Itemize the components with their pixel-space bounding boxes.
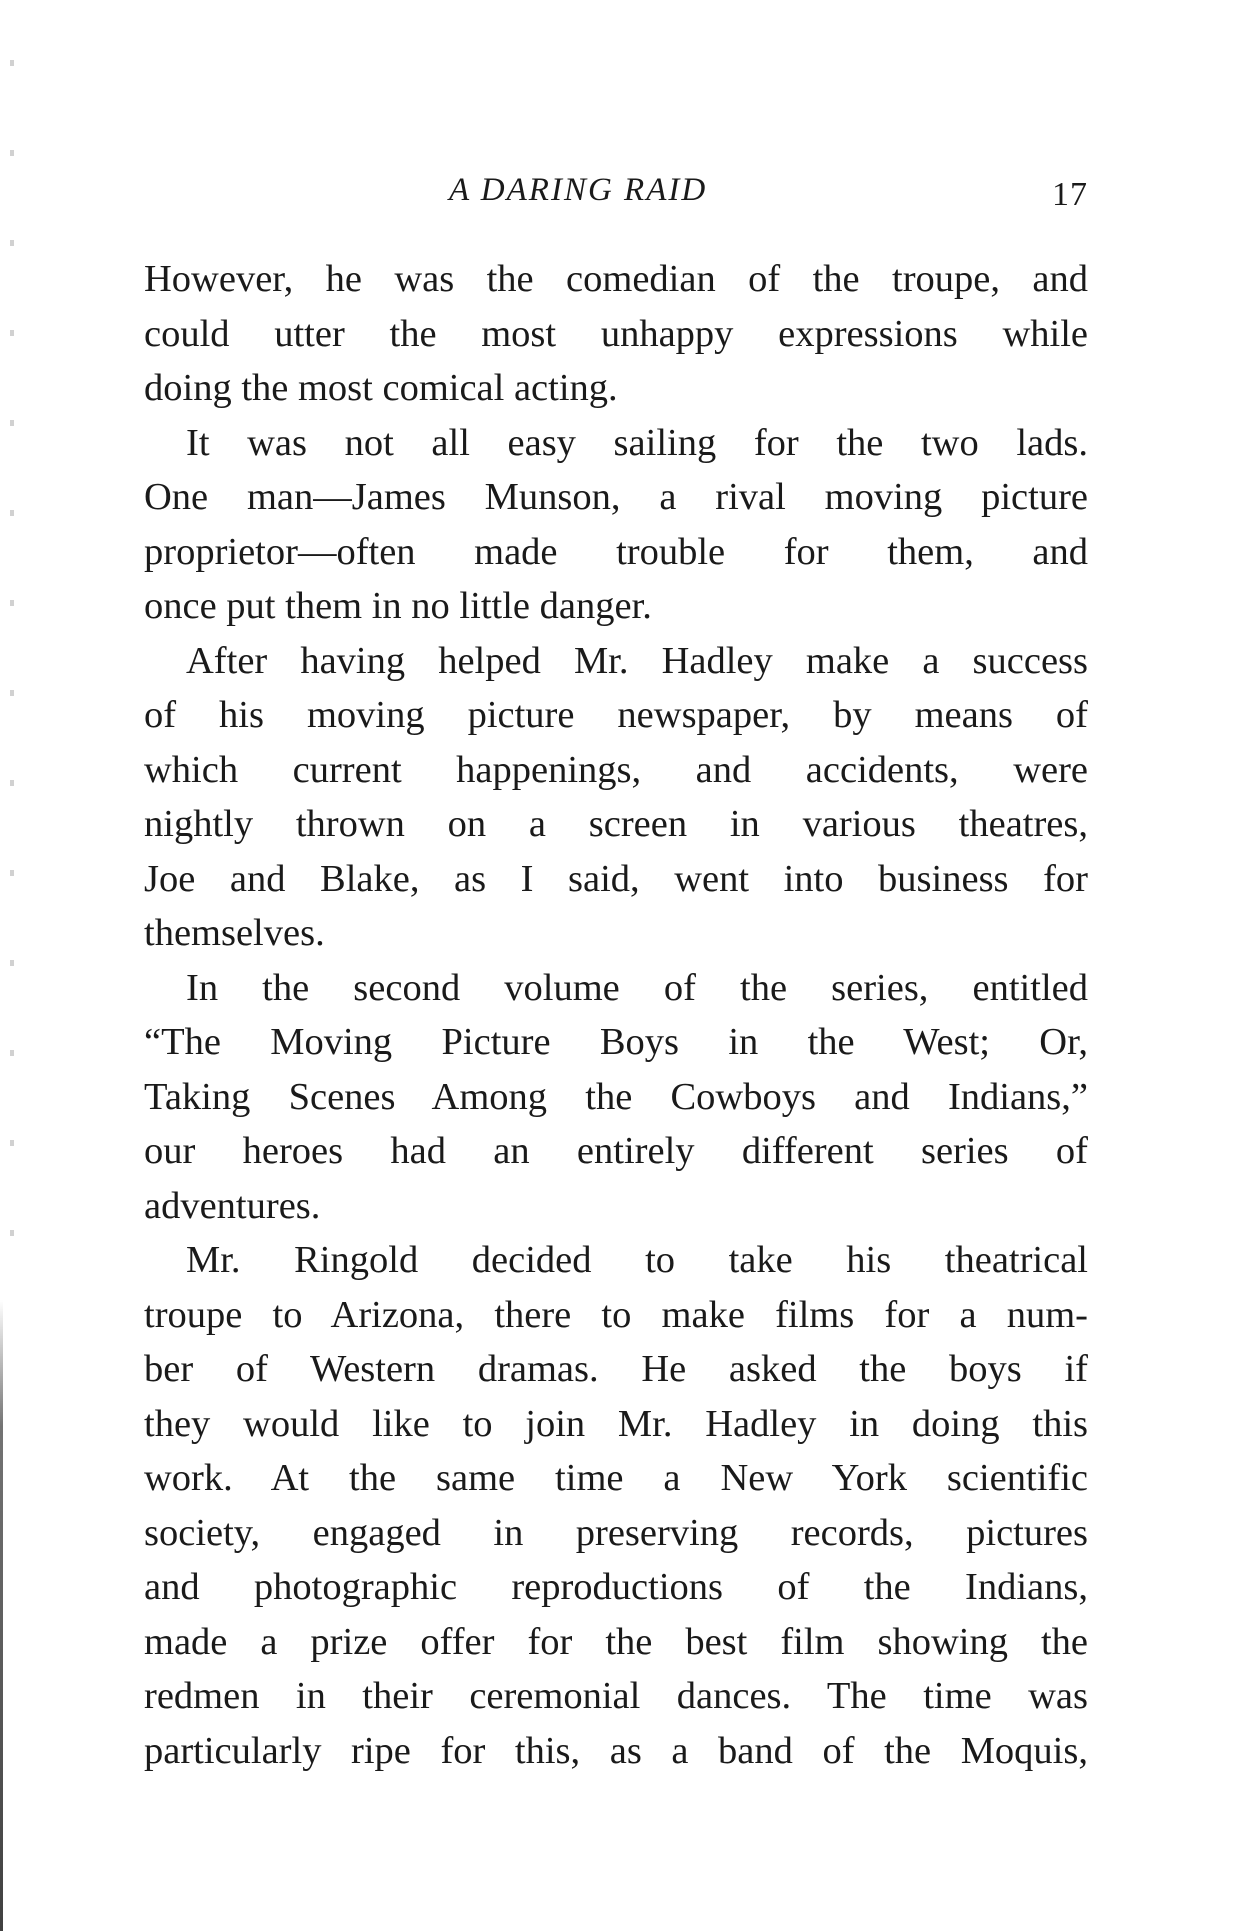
text-line: However, he was the comedian of the troupe, and bbox=[144, 258, 1088, 300]
text-line: doing the most comical acting. bbox=[144, 367, 618, 409]
page-number: 17 bbox=[1052, 176, 1088, 213]
body-text bbox=[144, 252, 1088, 1778]
text-line: troupe to Arizona, there to make films for a num- bbox=[144, 1293, 1088, 1336]
text-line: once put them in no little danger. bbox=[144, 585, 652, 627]
text-line: proprietor—often made trouble for them, and bbox=[144, 530, 1088, 573]
text-line: our heroes had an entirely different series of bbox=[144, 1130, 1088, 1172]
gutter-specks bbox=[10, 60, 14, 1300]
text-line: particularly ripe for this, as a band of the Moquis, bbox=[144, 1729, 1088, 1772]
text-line: and photographic reproductions of the Indians, bbox=[144, 1566, 1088, 1608]
text-line: redmen in their ceremonial dances. The time was bbox=[144, 1675, 1088, 1717]
text-line: themselves. bbox=[144, 912, 325, 954]
text-line: ber of Western dramas. He asked the boys if bbox=[144, 1348, 1088, 1390]
text-line: After having helped Mr. Hadley make a success bbox=[186, 639, 1088, 682]
text-line: work. At the same time a New York scientific bbox=[144, 1457, 1088, 1499]
text-line: of his moving picture newspaper, by means of bbox=[144, 694, 1088, 736]
text-line: “The Moving Picture Boys in the West; Or, bbox=[144, 1021, 1088, 1063]
text-line: could utter the most unhappy expressions while bbox=[144, 312, 1088, 355]
text-line: It was not all easy sailing for the two lads. bbox=[186, 421, 1088, 464]
running-head: A DARING RAID bbox=[449, 172, 708, 208]
text-line: nightly thrown on a screen in various theatres, bbox=[144, 803, 1088, 845]
text-line: Joe and Blake, as I said, went into business for bbox=[144, 857, 1088, 900]
text-line: Taking Scenes Among the Cowboys and Indians,” bbox=[144, 1075, 1088, 1118]
text-line: society, engaged in preserving records, pictures bbox=[144, 1511, 1088, 1554]
text-line: Mr. Ringold decided to take his theatrical bbox=[186, 1239, 1088, 1281]
text-line: adventures. bbox=[144, 1184, 321, 1227]
page-header bbox=[144, 172, 1088, 232]
text-line: One man—James Munson, a rival moving picture bbox=[144, 476, 1088, 518]
text-line: which current happenings, and accidents, were bbox=[144, 748, 1088, 791]
text-line: made a prize offer for the best film showing the bbox=[144, 1620, 1088, 1663]
binding-edge-shadow bbox=[0, 1300, 3, 1931]
text-line: they would like to join Mr. Hadley in doing this bbox=[144, 1402, 1088, 1445]
text-line: In the second volume of the series, entitled bbox=[186, 966, 1088, 1009]
